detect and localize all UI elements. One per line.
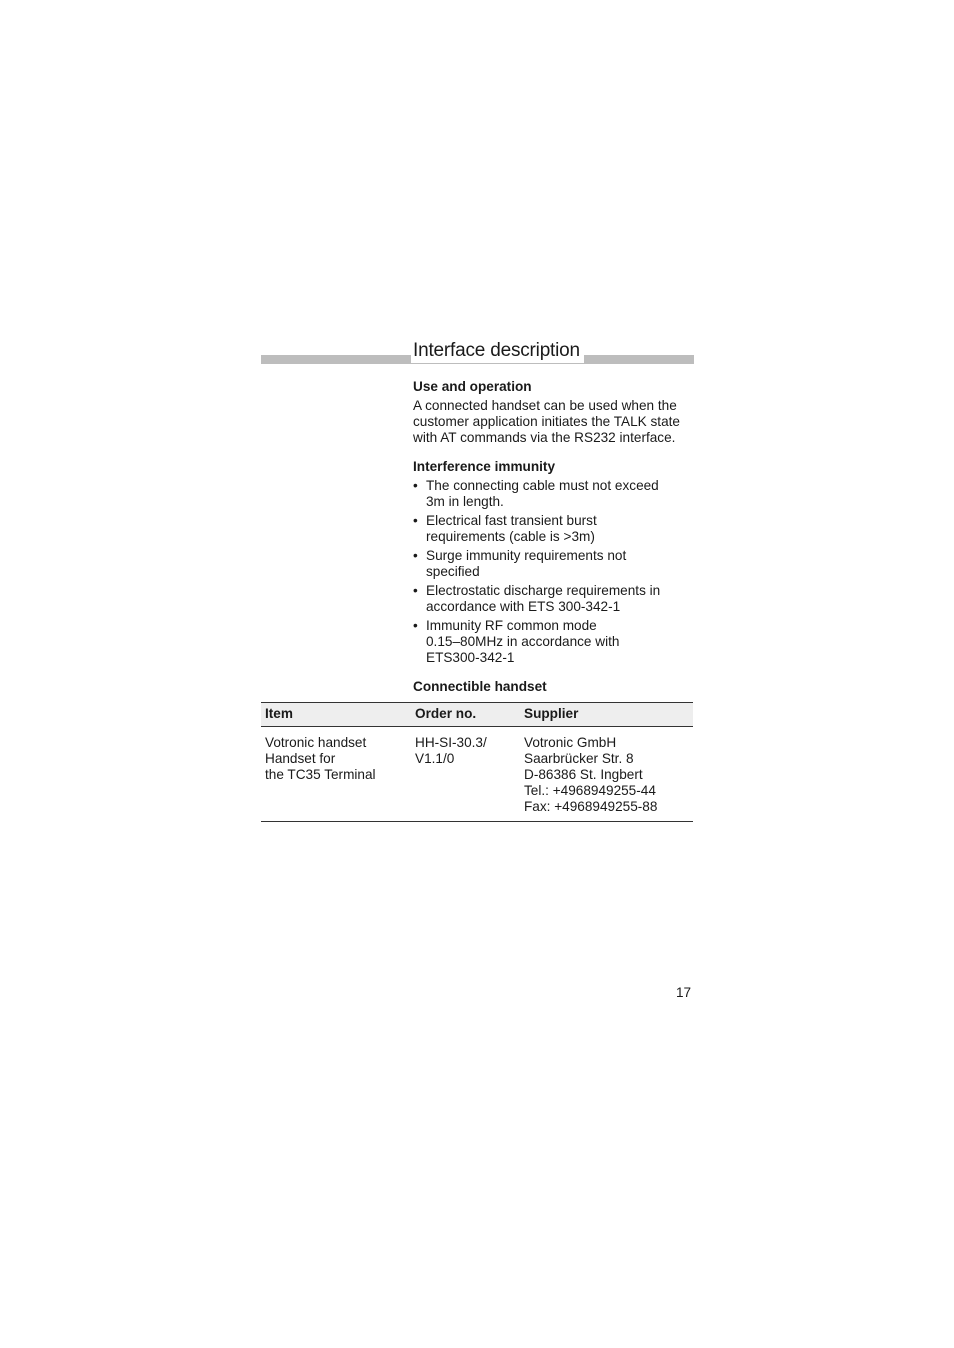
bullet-icon: • xyxy=(413,618,418,633)
list-item xyxy=(413,513,698,545)
section-spacer xyxy=(413,446,698,458)
bullet-icon: • xyxy=(413,583,418,598)
column-header-supplier: Supplier xyxy=(520,703,693,727)
list-item-text: Electrical fast transient burst requirements (cable is >3m) xyxy=(426,513,597,544)
use-and-operation-text: A connected handset can be used when the customer application initiates the TALK state with AT commands via the RS232 interface. xyxy=(413,398,680,445)
list-item xyxy=(413,583,698,615)
page-title: Interface description xyxy=(411,339,584,363)
list-item xyxy=(413,618,698,666)
list-item xyxy=(413,548,698,580)
list-item-text: Electrostatic discharge requirements in accordance with ETS 300-342-1 xyxy=(426,583,661,614)
page-number: 17 xyxy=(676,985,692,1000)
cell-supplier: Votronic GmbH Saarbrücker Str. 8 D-86386 St. Ingbert Tel.: +4968949255-44 Fax: +4968949255-88 xyxy=(520,727,693,822)
list-item-text: The connecting cable must not exceed 3m in length. xyxy=(426,478,659,509)
list-item xyxy=(413,478,698,510)
interference-immunity-heading: Interference immunity xyxy=(413,459,556,474)
column-header-item: Item xyxy=(261,703,411,727)
table-header-row xyxy=(261,703,693,727)
interference-immunity-list xyxy=(413,478,698,666)
bullet-icon: • xyxy=(413,478,418,493)
bullet-icon: • xyxy=(413,548,418,563)
bullet-icon: • xyxy=(413,513,418,528)
list-item-text: Immunity RF common mode 0.15–80MHz in accordance with ETS300-342-1 xyxy=(426,618,620,665)
connectible-handset-heading: Connectible handset xyxy=(413,679,547,694)
connectible-handset-table xyxy=(261,702,693,822)
cell-order-no: HH-SI-30.3/ V1.1/0 xyxy=(411,727,520,822)
table-row xyxy=(261,727,693,822)
main-content xyxy=(413,378,698,669)
list-item-text: Surge immunity requirements not specified xyxy=(426,548,627,579)
use-and-operation-heading: Use and operation xyxy=(413,379,532,394)
column-header-order-no: Order no. xyxy=(411,703,520,727)
cell-item: Votronic handset Handset for the TC35 Terminal xyxy=(261,727,411,822)
